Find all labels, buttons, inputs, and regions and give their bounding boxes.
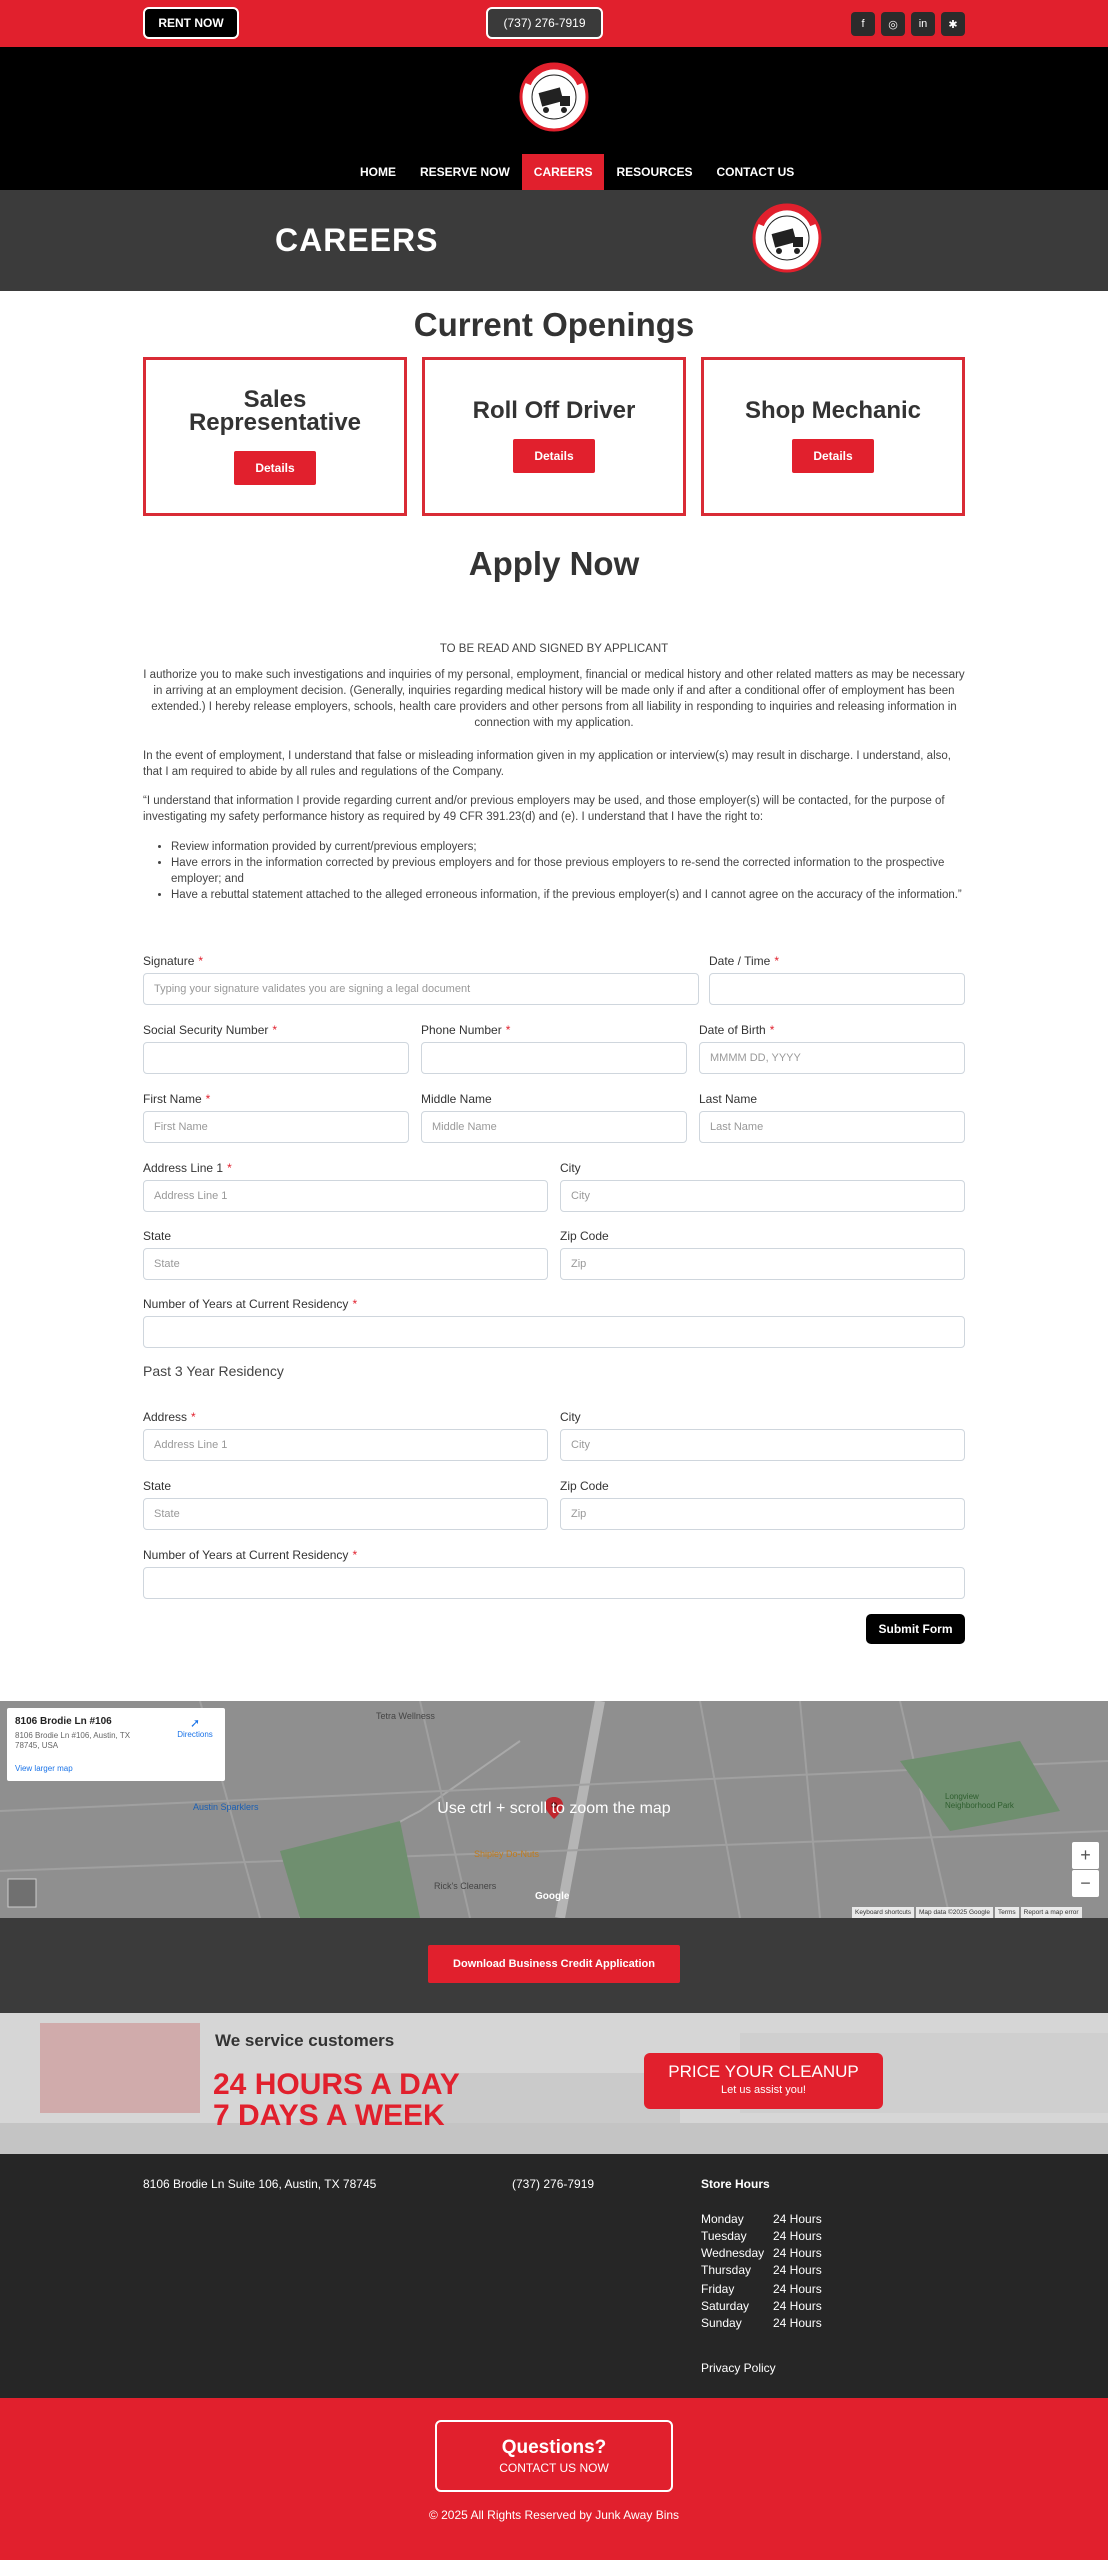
- terms-link[interactable]: Terms: [995, 1907, 1019, 1918]
- map-place-card: [7, 1708, 225, 1781]
- directions-link[interactable]: ➚ Directions: [171, 1716, 219, 1739]
- zoom-in-button[interactable]: +: [1072, 1842, 1099, 1869]
- phone-label: Phone Number *: [421, 1023, 511, 1037]
- past-years-label: Number of Years at Current Residency *: [143, 1548, 358, 1562]
- job-card-driver: [422, 357, 686, 516]
- hours-time: 24 Hours: [773, 2263, 822, 2277]
- list-item: • Review information provided by current/previous employers;: [171, 839, 965, 855]
- footer-phone[interactable]: (737) 276-7919: [512, 2177, 595, 2191]
- job-card-mechanic: [701, 357, 965, 516]
- ssn-label: Social Security Number *: [143, 1023, 278, 1037]
- rent-now-button[interactable]: RENT NOW: [143, 7, 239, 39]
- hours-time: 24 Hours: [773, 2299, 822, 2313]
- city-input[interactable]: City: [560, 1180, 965, 1212]
- hours-time: 24 Hours: [773, 2246, 822, 2260]
- apply-heading: Apply Now: [468, 545, 640, 582]
- hours-time: 24 Hours: [773, 2282, 822, 2296]
- nav-resources[interactable]: RESOURCES: [616, 165, 693, 179]
- service-background-image: [0, 2013, 1108, 2154]
- middle-name-input[interactable]: Middle Name: [421, 1111, 687, 1143]
- map-poi[interactable]: Tetra Wellness: [376, 1711, 435, 1721]
- job-title: Shop Mechanic: [744, 397, 922, 424]
- report-error-link[interactable]: Report a map error: [1021, 1907, 1082, 1918]
- state-label: State: [143, 1229, 172, 1243]
- page-title: CAREERS: [275, 222, 439, 258]
- datetime-input[interactable]: [709, 973, 965, 1005]
- nav-contact-us[interactable]: CONTACT US: [716, 165, 795, 179]
- details-button[interactable]: Details: [234, 451, 316, 485]
- view-larger-map-link[interactable]: View larger map: [15, 1764, 73, 1773]
- past-address-input[interactable]: Address Line 1: [143, 1429, 548, 1461]
- signature-label: Signature *: [143, 954, 204, 968]
- dob-label: Date of Birth *: [699, 1023, 775, 1037]
- past-residency-heading: Past 3 Year Residency: [143, 1363, 284, 1379]
- hours-time: 24 Hours: [773, 2316, 822, 2330]
- zip-input[interactable]: Zip: [560, 1248, 965, 1280]
- map-zoom-hint: Use ctrl + scroll to zoom the map: [437, 1800, 671, 1817]
- years-residency-label: Number of Years at Current Residency *: [143, 1297, 358, 1311]
- years-residency-input[interactable]: [143, 1316, 965, 1348]
- dob-input[interactable]: MMMM DD, YYYY: [699, 1042, 965, 1074]
- map-footer: [852, 1907, 1082, 1918]
- last-name-label: Last Name: [699, 1092, 758, 1106]
- address-line1-input[interactable]: Address Line 1: [143, 1180, 548, 1212]
- details-button[interactable]: Details: [792, 439, 874, 473]
- map-poi[interactable]: Shipley Do-Nuts: [474, 1849, 540, 1859]
- hours-day: Saturday: [701, 2299, 750, 2313]
- service-days-line: 7 DAYS A WEEK: [213, 2099, 445, 2132]
- past-city-input[interactable]: City: [560, 1429, 965, 1461]
- service-heading: We service customers: [215, 2031, 395, 2050]
- google-logo: Google: [535, 1891, 570, 1902]
- place-name: 8106 Brodie Ln #106: [15, 1716, 112, 1727]
- last-name-input[interactable]: Last Name: [699, 1111, 965, 1143]
- past-address-label: Address *: [143, 1410, 196, 1424]
- price-cleanup-sub: Let us assist you!: [721, 2084, 806, 2096]
- past-city-label: City: [560, 1410, 581, 1424]
- past-zip-input[interactable]: Zip: [560, 1498, 965, 1530]
- safety-paragraph: “I understand that information I provide regarding current and/or previous employers may be used, and those employer(s) will be contacted, for the purpose of investigating my safety performance history as required by 49 CFR 391.23(d) and (e). I understand that I have the right to:: [143, 795, 945, 823]
- directions-icon: ➚: [189, 1716, 201, 1730]
- map-poi[interactable]: Rick's Cleaners: [434, 1881, 497, 1891]
- copyright-text: © 2025 All Rights Reserved by Junk Away Bins: [428, 2508, 680, 2522]
- footer-address: 8106 Brodie Ln Suite 106, Austin, TX 78745: [143, 2177, 377, 2191]
- privacy-policy-link[interactable]: Privacy Policy: [701, 2361, 776, 2375]
- instagram-icon[interactable]: ◎: [881, 12, 905, 36]
- store-hours-title: Store Hours: [701, 2177, 770, 2191]
- rights-list: [143, 839, 965, 903]
- junk-away-bins-logo[interactable]: [516, 62, 592, 132]
- job-title: Roll Off Driver: [472, 397, 636, 424]
- place-address: 8106 Brodie Ln #106, Austin, TX 78745, USA: [15, 1731, 131, 1750]
- job-title-line2: Representative: [188, 409, 362, 436]
- careers-banner: [0, 190, 1108, 291]
- price-cleanup-title: PRICE YOUR CLEANUP: [668, 2062, 859, 2081]
- phone-input[interactable]: [421, 1042, 687, 1074]
- keyboard-shortcuts-link[interactable]: Keyboard shortcuts: [852, 1907, 914, 1918]
- facebook-icon[interactable]: f: [851, 12, 875, 36]
- list-item: • Have errors in the information corrected by previous employers and for those previous employers to re-send the corrected information to the prospective employer; and: [171, 855, 965, 887]
- hours-day: Thursday: [701, 2263, 752, 2277]
- hours-day: Wednesday: [701, 2246, 765, 2260]
- service-hours-line: 24 HOURS A DAY: [213, 2068, 460, 2101]
- city-label: City: [560, 1161, 581, 1175]
- price-cleanup-button[interactable]: [644, 2053, 883, 2109]
- linkedin-icon[interactable]: in: [911, 12, 935, 36]
- state-input[interactable]: State: [143, 1248, 548, 1280]
- past-years-input[interactable]: [143, 1567, 965, 1599]
- nav-reserve-now[interactable]: RESERVE NOW: [420, 165, 510, 179]
- hours-day: Friday: [701, 2282, 735, 2296]
- contact-us-label: CONTACT US NOW: [499, 2461, 609, 2475]
- phone-button[interactable]: (737) 276-7919: [486, 7, 603, 39]
- hours-time: 24 Hours: [773, 2212, 822, 2226]
- map-poi[interactable]: Austin Sparklers: [193, 1802, 259, 1812]
- hours-day: Tuesday: [701, 2229, 747, 2243]
- first-name-label: First Name *: [143, 1092, 211, 1106]
- openings-heading: Current Openings: [413, 306, 695, 343]
- map-data-text: Map data ©2025 Google: [916, 1907, 993, 1918]
- first-name-input[interactable]: First Name: [143, 1111, 409, 1143]
- past-zip-label: Zip Code: [560, 1479, 609, 1493]
- applicant-notice: TO BE READ AND SIGNED BY APPLICANT: [439, 643, 669, 655]
- main-nav: [348, 154, 806, 190]
- details-button[interactable]: Details: [513, 439, 595, 473]
- hours-day: Sunday: [701, 2316, 742, 2330]
- job-title: Sales: [243, 386, 307, 413]
- questions-title: Questions?: [501, 2437, 607, 2458]
- submit-form-button[interactable]: Submit Form: [866, 1614, 965, 1644]
- authorization-paragraph: I authorize you to make such investigations and inquiries of my personal, employment, financial or medical history and other related matters as may be necessary in arriving at an employment decision. (Generally, inquiries regarding medical history will be made only if and after a conditional offer of employment has been extended.) I hereby release employers, schools, health care providers and other persons from all liability in responding to inquiries and releasing information in connection with my application.: [143, 669, 965, 729]
- contact-us-button[interactable]: [435, 2420, 673, 2492]
- zoom-out-button[interactable]: −: [1072, 1870, 1099, 1897]
- list-item: • Have a rebuttal statement attached to the alleged erroneous information, if the previous employer(s) and I cannot agree on the accuracy of the information.”: [171, 887, 965, 903]
- social-links: [851, 12, 965, 36]
- past-state-label: State: [143, 1479, 172, 1493]
- banner-logo: [749, 203, 825, 273]
- hours-day: Monday: [701, 2212, 744, 2226]
- signature-input[interactable]: Typing your signature validates you are signing a legal document: [143, 973, 699, 1005]
- nav-careers[interactable]: CAREERS: [522, 154, 605, 190]
- address-line1-label: Address Line 1 *: [143, 1161, 232, 1175]
- nav-home[interactable]: HOME: [360, 165, 396, 179]
- map-poi[interactable]: Longview Neighborhood Park: [945, 1792, 1014, 1810]
- middle-name-label: Middle Name: [421, 1092, 492, 1106]
- service-banner: [0, 2013, 1108, 2154]
- job-card-sales: [143, 357, 407, 516]
- zip-label: Zip Code: [560, 1229, 609, 1243]
- hours-time: 24 Hours: [773, 2229, 822, 2243]
- ssn-input[interactable]: [143, 1042, 409, 1074]
- past-state-input[interactable]: State: [143, 1498, 548, 1530]
- download-credit-app-button[interactable]: Download Business Credit Application: [428, 1945, 680, 1983]
- employment-paragraph: In the event of employment, I understand that false or misleading information given in my application or interview(s) may result in discharge. I understand, also, that I am required to abide by all rules and regulations of the Company.: [143, 750, 951, 778]
- yelp-icon[interactable]: ✱: [941, 12, 965, 36]
- datetime-label: Date / Time *: [709, 954, 780, 968]
